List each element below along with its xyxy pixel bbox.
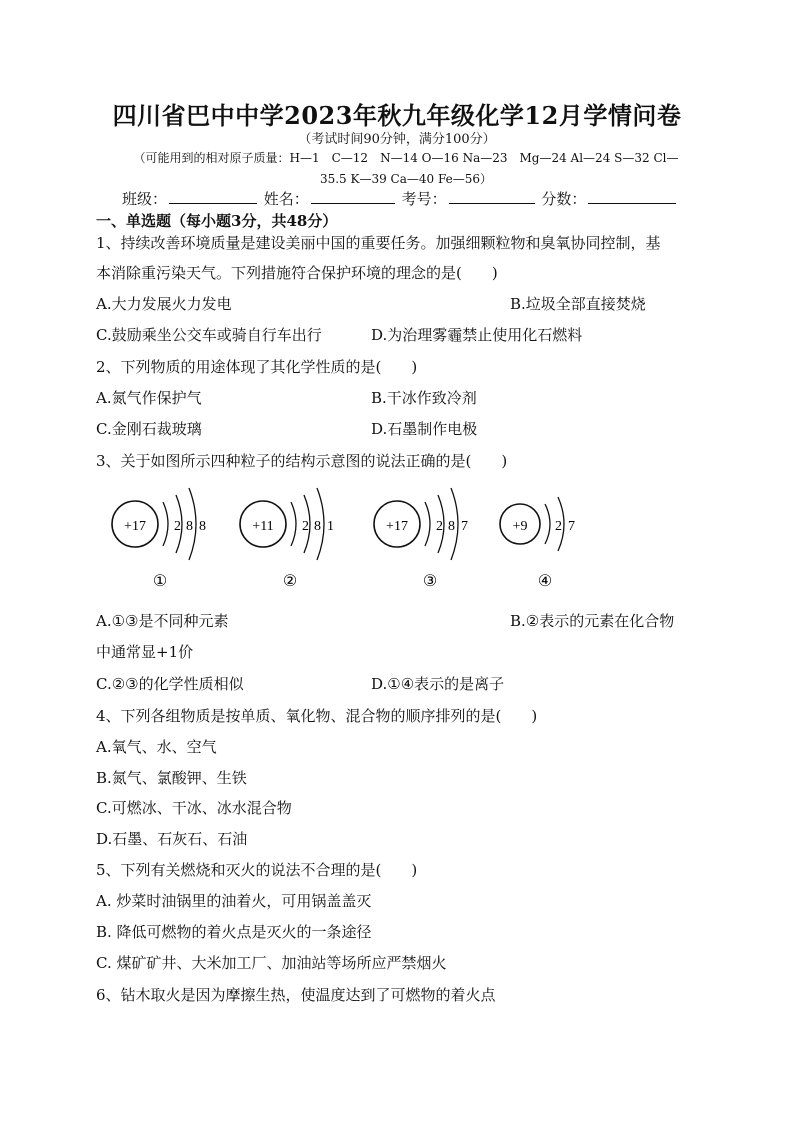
particle-1 [112, 488, 206, 560]
particle-1-shell-3: 8 [199, 519, 206, 534]
particle-4 [500, 497, 575, 551]
q1-option-c: C.鼓励乘坐公交车或骑自行车出行 [96, 326, 322, 344]
q1-stem-line-1: 1、持续改善环境质量是建设美丽中国的重要任务。加强细颗粒物和臭氧协同控制，基 [96, 234, 661, 252]
atomic-masses-line-2: 35.5 K—39 Ca—40 Fe—56） [319, 172, 493, 186]
q4-stem: 4、下列各组物质是按单质、氧化物、混合物的顺序排列的是( ) [96, 707, 538, 725]
q1-option-a: A.大力发展火力发电 [96, 295, 232, 313]
particle-3-label: ③ [422, 571, 438, 590]
q2-option-a: A.氮气作保护气 [96, 389, 202, 407]
q2-option-b: B.干冰作致冷剂 [371, 389, 477, 407]
particle-3-shell-3: 7 [461, 519, 468, 534]
particle-4-shell-arc-1 [545, 504, 550, 544]
particle-2-shell-arc-1 [291, 502, 296, 546]
q3-option-c: C.②③的化学性质相似 [96, 675, 244, 693]
particle-4-label: ④ [537, 571, 553, 590]
score-blank[interactable] [588, 189, 676, 204]
particle-3-shell-2: 8 [448, 519, 455, 534]
particle-2-shell-3: 1 [327, 519, 334, 534]
particle-1-shell-2: 8 [186, 519, 193, 534]
number-blank[interactable] [449, 189, 535, 204]
particle-2-nucleus-charge: +11 [252, 519, 274, 534]
section-heading: 一、单选题（每小题3分，共48分） [96, 212, 338, 230]
q4-option-d: D.石墨、石灰石、石油 [96, 830, 248, 848]
q3-option-b: B.②表示的元素在化合物 [510, 612, 675, 630]
q4-option-a: A.氧气、水、空气 [96, 738, 217, 756]
q4-option-c: C.可燃冰、干冰、冰水混合物 [96, 799, 292, 817]
particle-2 [240, 488, 334, 560]
number-label: 考号： [401, 190, 447, 208]
class-label: 班级： [122, 190, 168, 208]
q5-option-b: B. 降低可燃物的着火点是灭火的一条途径 [96, 923, 372, 941]
q2-stem: 2、下列物质的用途体现了其化学性质的是( ) [96, 358, 418, 376]
atomic-masses [96, 148, 716, 190]
q1-option-d: D.为治理雾霾禁止使用化石燃料 [371, 326, 583, 344]
particle-1-shell-arc-1 [163, 502, 168, 546]
particle-3-shell-1: 2 [436, 519, 443, 534]
q5-option-a: A. 炒菜时油锅里的油着火，可用锅盖盖灭 [96, 892, 372, 910]
q3-stem: 3、关于如图所示四种粒子的结构示意图的说法正确的是( ) [96, 452, 508, 470]
particle-2-shell-1: 2 [302, 519, 309, 534]
particle-4-shell-1: 2 [555, 519, 562, 534]
particle-2-shell-2: 8 [314, 519, 321, 534]
name-blank[interactable] [311, 189, 395, 204]
score-label: 分数： [541, 190, 587, 208]
particle-1-label: ① [152, 571, 168, 590]
page-title: 四川省巴中中学2023年秋九年级化学12月学情问卷 [112, 101, 682, 130]
name-label: 姓名： [263, 190, 309, 208]
q1-stem-line-2: 本消除重污染天气。下列措施符合保护环境的理念的是( ) [96, 264, 498, 282]
particle-4-nucleus-charge: +9 [512, 519, 528, 534]
q5-option-c: C. 煤矿矿井、大米加工厂、加油站等场所应严禁烟火 [96, 954, 447, 972]
particle-2-label: ② [282, 571, 298, 590]
class-blank[interactable] [169, 189, 257, 204]
particle-structure-diagram [100, 480, 620, 600]
q2-option-d: D.石墨制作电极 [371, 420, 478, 438]
particle-3-nucleus-charge: +17 [386, 519, 408, 534]
q3-option-d: D.①④表示的是离子 [371, 675, 505, 693]
q3-option-b-continued: 中通常显+1价 [96, 643, 194, 661]
particle-1-nucleus-charge: +17 [124, 519, 146, 534]
q2-option-c: C.金刚石裁玻璃 [96, 420, 202, 438]
q5-stem: 5、下列有关燃烧和灭火的说法不合理的是( ) [96, 861, 418, 879]
q4-option-b: B.氮气、氯酸钾、生铁 [96, 769, 247, 787]
student-info-row [122, 188, 678, 209]
exam-info: （考试时间90分钟，满分100分） [298, 132, 496, 147]
q3-option-a: A.①③是不同种元素 [96, 612, 229, 630]
particle-3-shell-arc-1 [425, 502, 430, 546]
particle-1-shell-1: 2 [174, 519, 181, 534]
particle-3 [374, 488, 468, 560]
q5-option-d: 6、钻木取火是因为摩擦生热，使温度达到了可燃物的着火点 [96, 986, 496, 1004]
q1-option-b: B.垃圾全部直接焚烧 [510, 295, 646, 313]
atomic-masses-line-1: （可能用到的相对原子质量：H—1 C—12 N—14 O—16 Na—23 Mg—24 Al—24 S—32 Cl— [133, 151, 679, 165]
particle-4-shell-2: 7 [568, 519, 575, 534]
